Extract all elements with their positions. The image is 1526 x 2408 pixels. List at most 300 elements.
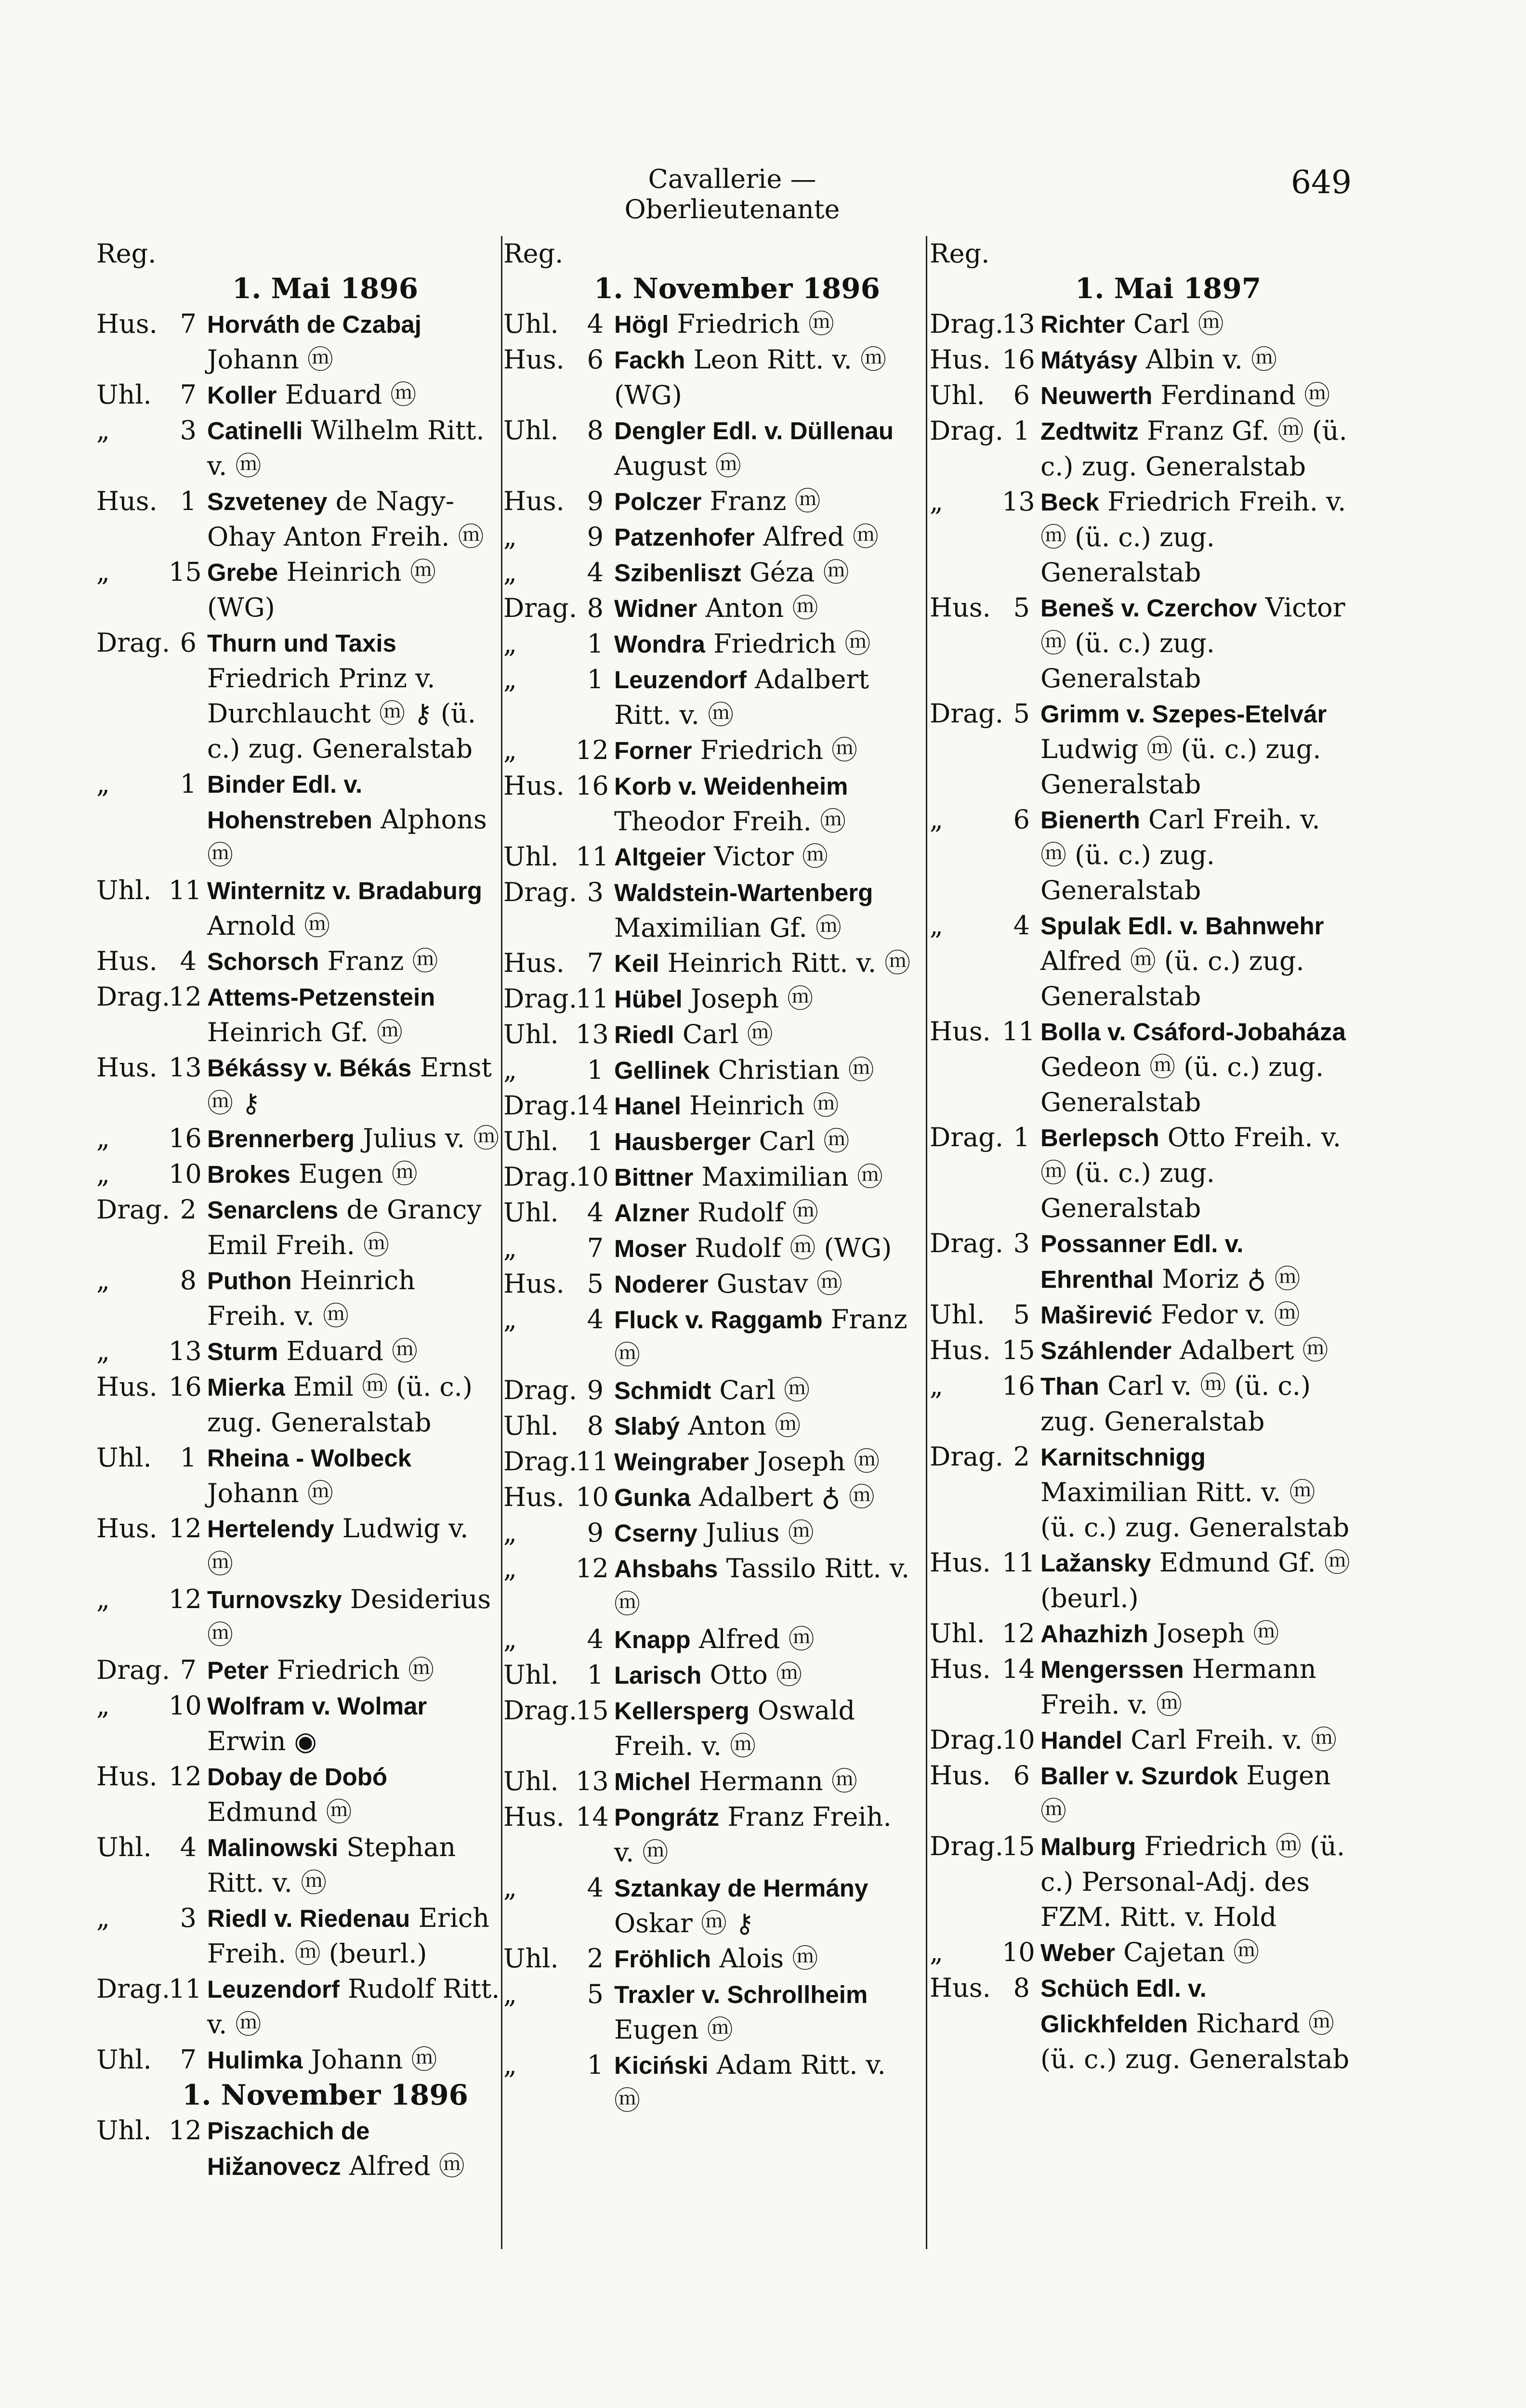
regiment-number: 11 [1002, 1547, 1035, 1578]
regiment-number: 1 [587, 628, 604, 659]
regiment-number: 11 [576, 841, 609, 872]
officer-text [614, 519, 918, 555]
officer-entry [930, 1439, 1354, 1545]
officer-entry [503, 839, 918, 875]
regiment-number: 4 [587, 1304, 604, 1335]
officer-details: Anton ⓜ [688, 1411, 801, 1441]
regiment-number: 7 [180, 380, 197, 410]
regiment-type: Drag. [930, 698, 1004, 729]
officer-text [207, 1334, 501, 1369]
regiment-type: Hus. [96, 1513, 158, 1544]
officer-surname: Bienerth [1040, 806, 1140, 834]
officer-surname: Handel [1040, 1727, 1123, 1754]
officer-details: Oswald Freih. v. ⓜ [614, 1695, 855, 1761]
officer-surname: Keil [614, 950, 659, 977]
officer-surname: Grebe [207, 559, 278, 586]
officer-entry [503, 1159, 918, 1195]
officer-entry [503, 626, 918, 662]
regiment-number: 13 [169, 1052, 202, 1083]
officer-text [614, 1266, 918, 1302]
officer-text [614, 1976, 918, 2047]
regiment-type: „ [930, 1937, 943, 1967]
officer-details: Maximilian Ritt. v. ⓜ (ü. c.) zug. Generalstab [1040, 1477, 1350, 1543]
officer-entry [930, 484, 1354, 590]
officer-surname: Hausberger [614, 1128, 751, 1155]
officer-text [1040, 1333, 1354, 1368]
officer-entry [96, 1192, 501, 1263]
regiment-type: Hus. [930, 1547, 991, 1578]
officer-surname: Alzner [614, 1199, 689, 1227]
regiment-number: 9 [587, 486, 604, 516]
regiment-number: 8 [180, 1265, 197, 1296]
regiment-type: „ [503, 1518, 517, 1548]
regiment-number: 13 [169, 1336, 202, 1366]
officer-details: Emil ⓜ (ü. c.) zug. Generalstab [207, 1372, 473, 1438]
officer-entry [930, 413, 1354, 484]
officer-details: Cajetan ⓜ [1123, 1937, 1260, 1967]
regiment-number: 9 [587, 1375, 604, 1405]
officer-surname: Bittner [614, 1164, 694, 1191]
regiment-number: 6 [587, 344, 604, 375]
officer-entry [503, 1302, 918, 1373]
officer-details: Eugen ⓜ [614, 2015, 733, 2045]
regiment-number: 12 [576, 735, 609, 765]
officer-surname: Turnovszky [207, 1586, 342, 1613]
officer-surname: Cserny [614, 1519, 697, 1547]
officer-entry [930, 1226, 1354, 1297]
officer-entry [503, 1764, 918, 1799]
regiment-type: Drag. [96, 982, 171, 1012]
regiment-type: Uhl. [96, 1832, 152, 1862]
regiment-type: Uhl. [96, 380, 152, 410]
officer-entry [503, 1976, 918, 2047]
officer-text [207, 306, 501, 377]
officer-text [1040, 802, 1354, 908]
officer-text [207, 1971, 501, 2042]
regiment-number: 7 [180, 309, 197, 339]
officer-surname: Altgeier [614, 843, 706, 871]
officer-surname: Pongrátz [614, 1804, 720, 1831]
regiment-number: 3 [1013, 1228, 1030, 1258]
officer-text [207, 1050, 501, 1121]
officer-details: de Grancy Emil Freih. ⓜ [207, 1194, 482, 1260]
officer-text [614, 1551, 918, 1622]
officer-text [1040, 1616, 1354, 1651]
officer-text [614, 1444, 918, 1479]
regiment-type: „ [96, 1123, 110, 1153]
regiment-type: Hus. [930, 1760, 991, 1791]
officer-text [614, 1515, 918, 1551]
regiment-type: Uhl. [503, 1411, 559, 1441]
officer-details: Otto ⓜ [710, 1660, 802, 1690]
regiment-number: 14 [1002, 1654, 1035, 1684]
officer-entry [930, 1368, 1354, 1439]
officer-details: Rudolf Ritt. v. ⓜ [207, 1974, 500, 2040]
officer-entry [96, 306, 501, 377]
regiment-type: „ [503, 557, 517, 588]
officer-details: Alfred ⓜ [698, 1624, 815, 1654]
regiment-type: „ [503, 1979, 517, 2009]
regiment-number: 6 [1013, 380, 1030, 410]
regiment-number: 1 [180, 769, 197, 799]
regiment-type: „ [930, 910, 943, 941]
regiment-number: 15 [1002, 1831, 1035, 1861]
officer-text [614, 2047, 918, 2118]
regiment-number: 14 [576, 1090, 609, 1121]
regiment-type: Drag. [503, 1695, 578, 1726]
officer-text [207, 1759, 501, 1830]
officer-text [614, 1088, 918, 1124]
officer-text [207, 1263, 501, 1334]
regiment-type: „ [96, 769, 110, 799]
officer-entry [930, 1970, 1354, 2077]
regiment-number: 15 [1002, 1335, 1035, 1365]
officer-entry [503, 555, 918, 590]
regiment-type: Uhl. [503, 1126, 559, 1156]
officer-surname: Widner [614, 595, 697, 622]
officer-details: Hermann ⓜ [698, 1766, 857, 1796]
officer-entry [503, 413, 918, 484]
officer-details: Carl ⓜ [759, 1126, 850, 1156]
officer-entry [930, 1722, 1354, 1758]
officer-surname: Polczer [614, 488, 702, 515]
regiment-number: 4 [180, 946, 197, 976]
officer-entry [503, 2047, 918, 2118]
officer-details: Eduard ⓜ [285, 380, 417, 410]
officer-surname: Högl [614, 311, 669, 338]
officer-surname: Gunka [614, 1484, 691, 1511]
officer-entry [503, 1799, 918, 1870]
officer-text [207, 554, 501, 625]
officer-text [1040, 1758, 1354, 1829]
officer-surname: Mengerssen [1040, 1656, 1184, 1683]
officer-surname: Maširević [1040, 1301, 1153, 1329]
officer-surname: Waldstein-Wartenberg [614, 879, 873, 906]
officer-entry [96, 554, 501, 625]
regiment-number: 12 [169, 1584, 202, 1614]
officer-entry [503, 1052, 918, 1088]
officer-surname: Karnitschnigg [1040, 1443, 1206, 1471]
officer-text [614, 1622, 918, 1657]
regiment-type: „ [503, 735, 517, 765]
regiment-type: Uhl. [96, 1442, 152, 1473]
regiment-number: 3 [587, 877, 604, 907]
officer-text [1040, 1226, 1354, 1297]
officer-surname: Than [1040, 1373, 1099, 1400]
officer-surname: Ahsbahs [614, 1555, 718, 1583]
officer-entry [503, 1479, 918, 1515]
regiment-number: 3 [180, 415, 197, 445]
officer-details: Friedrich Freih. v. ⓜ (ü. c.) zug. Generalstab [1040, 486, 1346, 588]
officer-text [614, 1302, 918, 1373]
officer-entry [96, 1511, 501, 1582]
regiment-type: Hus. [96, 1761, 158, 1792]
regiment-type: Hus. [503, 948, 565, 978]
regiment-type: Uhl. [503, 415, 559, 445]
officer-details: de Nagy-Ohay Anton Freih. ⓜ [207, 486, 484, 552]
officer-entry [96, 1156, 501, 1192]
officer-surname: Weber [1040, 1939, 1115, 1966]
regiment-number: 1 [587, 1660, 604, 1690]
officer-details: Theodor Freih. ⓜ [614, 806, 846, 837]
officer-details: Alfred ⓜ [349, 2151, 465, 2181]
regiment-number: 8 [1013, 1973, 1030, 2003]
regiment-type: Drag. [503, 593, 578, 623]
officer-text [614, 733, 918, 768]
regiment-number: 11 [576, 1446, 609, 1477]
officer-details: Heinrich Gf. ⓜ [207, 1017, 403, 1047]
regiment-type: Drag. [930, 1441, 1004, 1472]
regiment-number: 12 [169, 1513, 202, 1544]
officer-details: Richard ⓜ (ü. c.) zug. Generalstab [1040, 2008, 1350, 2074]
officer-entry [503, 1408, 918, 1444]
officer-entry [96, 873, 501, 943]
officer-entry [930, 696, 1354, 802]
officer-surname: Binder Edl. v. Hohenstreben [207, 771, 372, 834]
regiment-number: 13 [576, 1766, 609, 1796]
officer-text [614, 1017, 918, 1052]
regiment-number: 13 [1002, 309, 1035, 339]
officer-entry [96, 377, 501, 413]
regiment-type: Drag. [503, 983, 578, 1014]
regiment-type: „ [503, 1624, 517, 1654]
regiment-type: „ [503, 1055, 517, 1085]
officer-details: Arnold ⓜ [207, 911, 330, 941]
regiment-type: Hus. [930, 1973, 991, 2003]
officer-surname: Attems-Petzenstein [207, 983, 435, 1011]
officer-text [1040, 1120, 1354, 1226]
section-date-heading: 1. November 1896 [182, 2079, 469, 2111]
column-3 [930, 236, 1354, 2077]
regiment-type: Hus. [96, 946, 158, 976]
regiment-type: Drag. [930, 1228, 1004, 1258]
officer-surname: Winternitz v. Bradaburg [207, 877, 482, 904]
officer-surname: Békássy v. Békás [207, 1054, 412, 1082]
officer-surname: Larisch [614, 1662, 702, 1689]
officer-details: Julius v. ⓜ [363, 1123, 500, 1153]
officer-entry [503, 306, 918, 342]
regiment-number: 12 [169, 1761, 202, 1792]
officer-surname: Patzenhofer [614, 523, 755, 551]
regiment-type: „ [503, 628, 517, 659]
regiment-type: Drag. [503, 1162, 578, 1192]
regiment-number: 10 [169, 1159, 202, 1189]
officer-text [1040, 1545, 1354, 1616]
officer-entry [503, 1266, 918, 1302]
regiment-type: Hus. [96, 309, 158, 339]
regiment-number: 13 [576, 1019, 609, 1049]
regiment-type: Hus. [96, 486, 158, 516]
officer-entry [930, 1545, 1354, 1616]
column-2 [503, 236, 918, 2118]
officer-entry [96, 413, 501, 484]
officer-surname: Lažansky [1040, 1549, 1151, 1577]
officer-surname: Szibenliszt [614, 559, 741, 587]
regiment-type: Uhl. [503, 841, 559, 872]
officer-text [614, 1941, 918, 1976]
officer-entry [96, 1050, 501, 1121]
regiment-type: „ [96, 1159, 110, 1189]
officer-details: August ⓜ [614, 451, 741, 481]
officer-surname: Brennerberg [207, 1125, 355, 1152]
officer-surname: Puthon [207, 1267, 292, 1295]
officer-entry [930, 378, 1354, 413]
officer-details: Rudolf ⓜ (WG) [695, 1233, 892, 1263]
officer-details: Rudolf ⓜ [697, 1197, 818, 1228]
officer-text [1040, 306, 1354, 342]
regiment-number: 6 [1013, 804, 1030, 835]
officer-entry [96, 1582, 501, 1652]
regiment-number: 11 [576, 983, 609, 1014]
officer-surname: Riedl v. Riedenau [207, 1905, 410, 1932]
regiment-type: „ [96, 1690, 110, 1721]
regiment-number: 13 [1002, 486, 1035, 517]
column-1 [96, 236, 501, 2184]
officer-entry [930, 1758, 1354, 1829]
officer-surname: Malburg [1040, 1833, 1136, 1860]
officer-details: Alois ⓜ [719, 1943, 818, 1974]
officer-details: Heinrich Freih. v. ⓜ [207, 1265, 415, 1331]
officer-surname: Száhlender [1040, 1337, 1172, 1364]
officer-surname: Leuzendorf [614, 666, 747, 694]
officer-surname: Spulak Edl. v. Bahnwehr [1040, 912, 1324, 940]
officer-text [614, 981, 918, 1017]
regiment-type: Hus. [503, 486, 565, 516]
regiment-type: Uhl. [930, 1618, 985, 1649]
regiment-number: 5 [587, 1269, 604, 1299]
regiment-number: 5 [1013, 698, 1030, 729]
officer-surname: Riedl [614, 1021, 674, 1048]
officer-details: Carl Freih. v. ⓜ [1131, 1725, 1337, 1755]
regiment-number: 11 [169, 1974, 202, 2004]
officer-entry [503, 1515, 918, 1551]
regiment-number: 12 [1002, 1618, 1035, 1649]
officer-details: Erich Freih. ⓜ (beurl.) [207, 1903, 490, 1969]
officer-details: Alphons ⓜ [207, 804, 487, 870]
officer-details: Maximilian ⓜ [701, 1162, 883, 1192]
regiment-number: 11 [169, 875, 202, 905]
officer-surname: Zedtwitz [1040, 418, 1139, 445]
regiment-number: 2 [1013, 1441, 1030, 1472]
officer-surname: Richter [1040, 311, 1125, 338]
regiment-type: Hus. [503, 1269, 565, 1299]
regiment-type: Hus. [930, 344, 991, 375]
officer-text [207, 377, 501, 413]
officer-text [1040, 1297, 1354, 1333]
regiment-type: Hus. [930, 592, 991, 623]
officer-entry [96, 943, 501, 979]
officer-text [1040, 696, 1354, 802]
officer-text [207, 1652, 501, 1688]
officer-text [614, 1159, 918, 1195]
officer-text [614, 1479, 918, 1515]
regiment-type: Drag. [930, 1725, 1004, 1755]
officer-details: Friedrich ⓜ [713, 628, 871, 659]
officer-text [207, 413, 501, 484]
regiment-type: Hus. [930, 1654, 991, 1684]
officer-text [614, 1764, 918, 1799]
officer-entry [930, 342, 1354, 378]
regiment-type: Uhl. [503, 309, 559, 339]
officer-details: Fedor v. ⓜ [1160, 1299, 1300, 1330]
regiment-type: Hus. [96, 1052, 158, 1083]
reg-column-label: Reg. [96, 238, 157, 269]
officer-details: Desiderius ⓜ [207, 1584, 491, 1650]
officer-text [1040, 484, 1354, 590]
officer-text [207, 484, 501, 554]
officer-text [614, 875, 918, 945]
officer-details: Anton ⓜ [705, 593, 818, 623]
regiment-number: 16 [169, 1372, 202, 1402]
officer-entry [930, 306, 1354, 342]
officer-entry [503, 1693, 918, 1764]
officer-details: Ludwig ⓜ (ü. c.) zug. Generalstab [1040, 734, 1321, 799]
officer-entry [96, 1652, 501, 1688]
officer-details: Friedrich ⓜ [276, 1655, 434, 1685]
regiment-type: „ [96, 557, 110, 587]
regiment-number: 6 [1013, 1760, 1030, 1791]
officer-text [614, 484, 918, 519]
officer-details: Tassilo Ritt. v. ⓜ [614, 1553, 910, 1619]
officer-text [1040, 1722, 1354, 1758]
regiment-type: Uhl. [503, 1766, 559, 1796]
officer-surname: Slabý [614, 1413, 680, 1440]
regiment-number: 7 [180, 2044, 197, 2075]
officer-surname: Gellinek [614, 1057, 710, 1084]
regiment-number: 12 [169, 2115, 202, 2146]
officer-surname: Knapp [614, 1626, 691, 1653]
officer-surname: Brokes [207, 1161, 290, 1188]
officer-text [614, 1195, 918, 1230]
regiment-number: 4 [587, 1624, 604, 1654]
officer-entry [930, 590, 1354, 696]
officer-text [614, 555, 918, 590]
regiment-number: 15 [169, 557, 202, 587]
regiment-number: 8 [587, 415, 604, 445]
officer-text [207, 873, 501, 943]
officer-surname: Forner [614, 737, 692, 764]
regiment-type: Drag. [503, 1375, 578, 1405]
officer-entry [503, 1373, 918, 1408]
officer-details: Ludwig v. ⓜ [207, 1513, 469, 1579]
officer-entry [503, 484, 918, 519]
officer-text [614, 1799, 918, 1870]
regiment-number: 5 [1013, 1299, 1030, 1330]
officer-entry [503, 981, 918, 1017]
officer-details: Alfred ⓜ [763, 522, 879, 552]
regiment-type: Uhl. [930, 380, 985, 410]
officer-surname: Malinowski [207, 1834, 339, 1861]
officer-entry [96, 625, 501, 766]
regiment-type: Drag. [930, 1831, 1004, 1861]
officer-text [207, 1440, 501, 1511]
officer-details: Ferdinand ⓜ [1160, 380, 1330, 410]
officer-text [1040, 1935, 1354, 1970]
officer-surname: Senarclens [207, 1196, 339, 1224]
officer-text [207, 1156, 501, 1192]
officer-surname: Fröhlich [614, 1945, 711, 1973]
regiment-type: Hus. [96, 1372, 158, 1402]
officer-details: Edmund ⓜ [207, 1797, 352, 1827]
officer-surname: Koller [207, 381, 277, 409]
officer-entry [503, 1551, 918, 1622]
officer-surname: Grimm v. Szepes-Etelvár [1040, 700, 1327, 728]
regiment-type: Uhl. [503, 1943, 559, 1974]
officer-text [614, 1230, 918, 1266]
regiment-number: 1 [180, 486, 197, 516]
regiment-number: 1 [180, 1442, 197, 1473]
regiment-type: „ [930, 486, 943, 517]
